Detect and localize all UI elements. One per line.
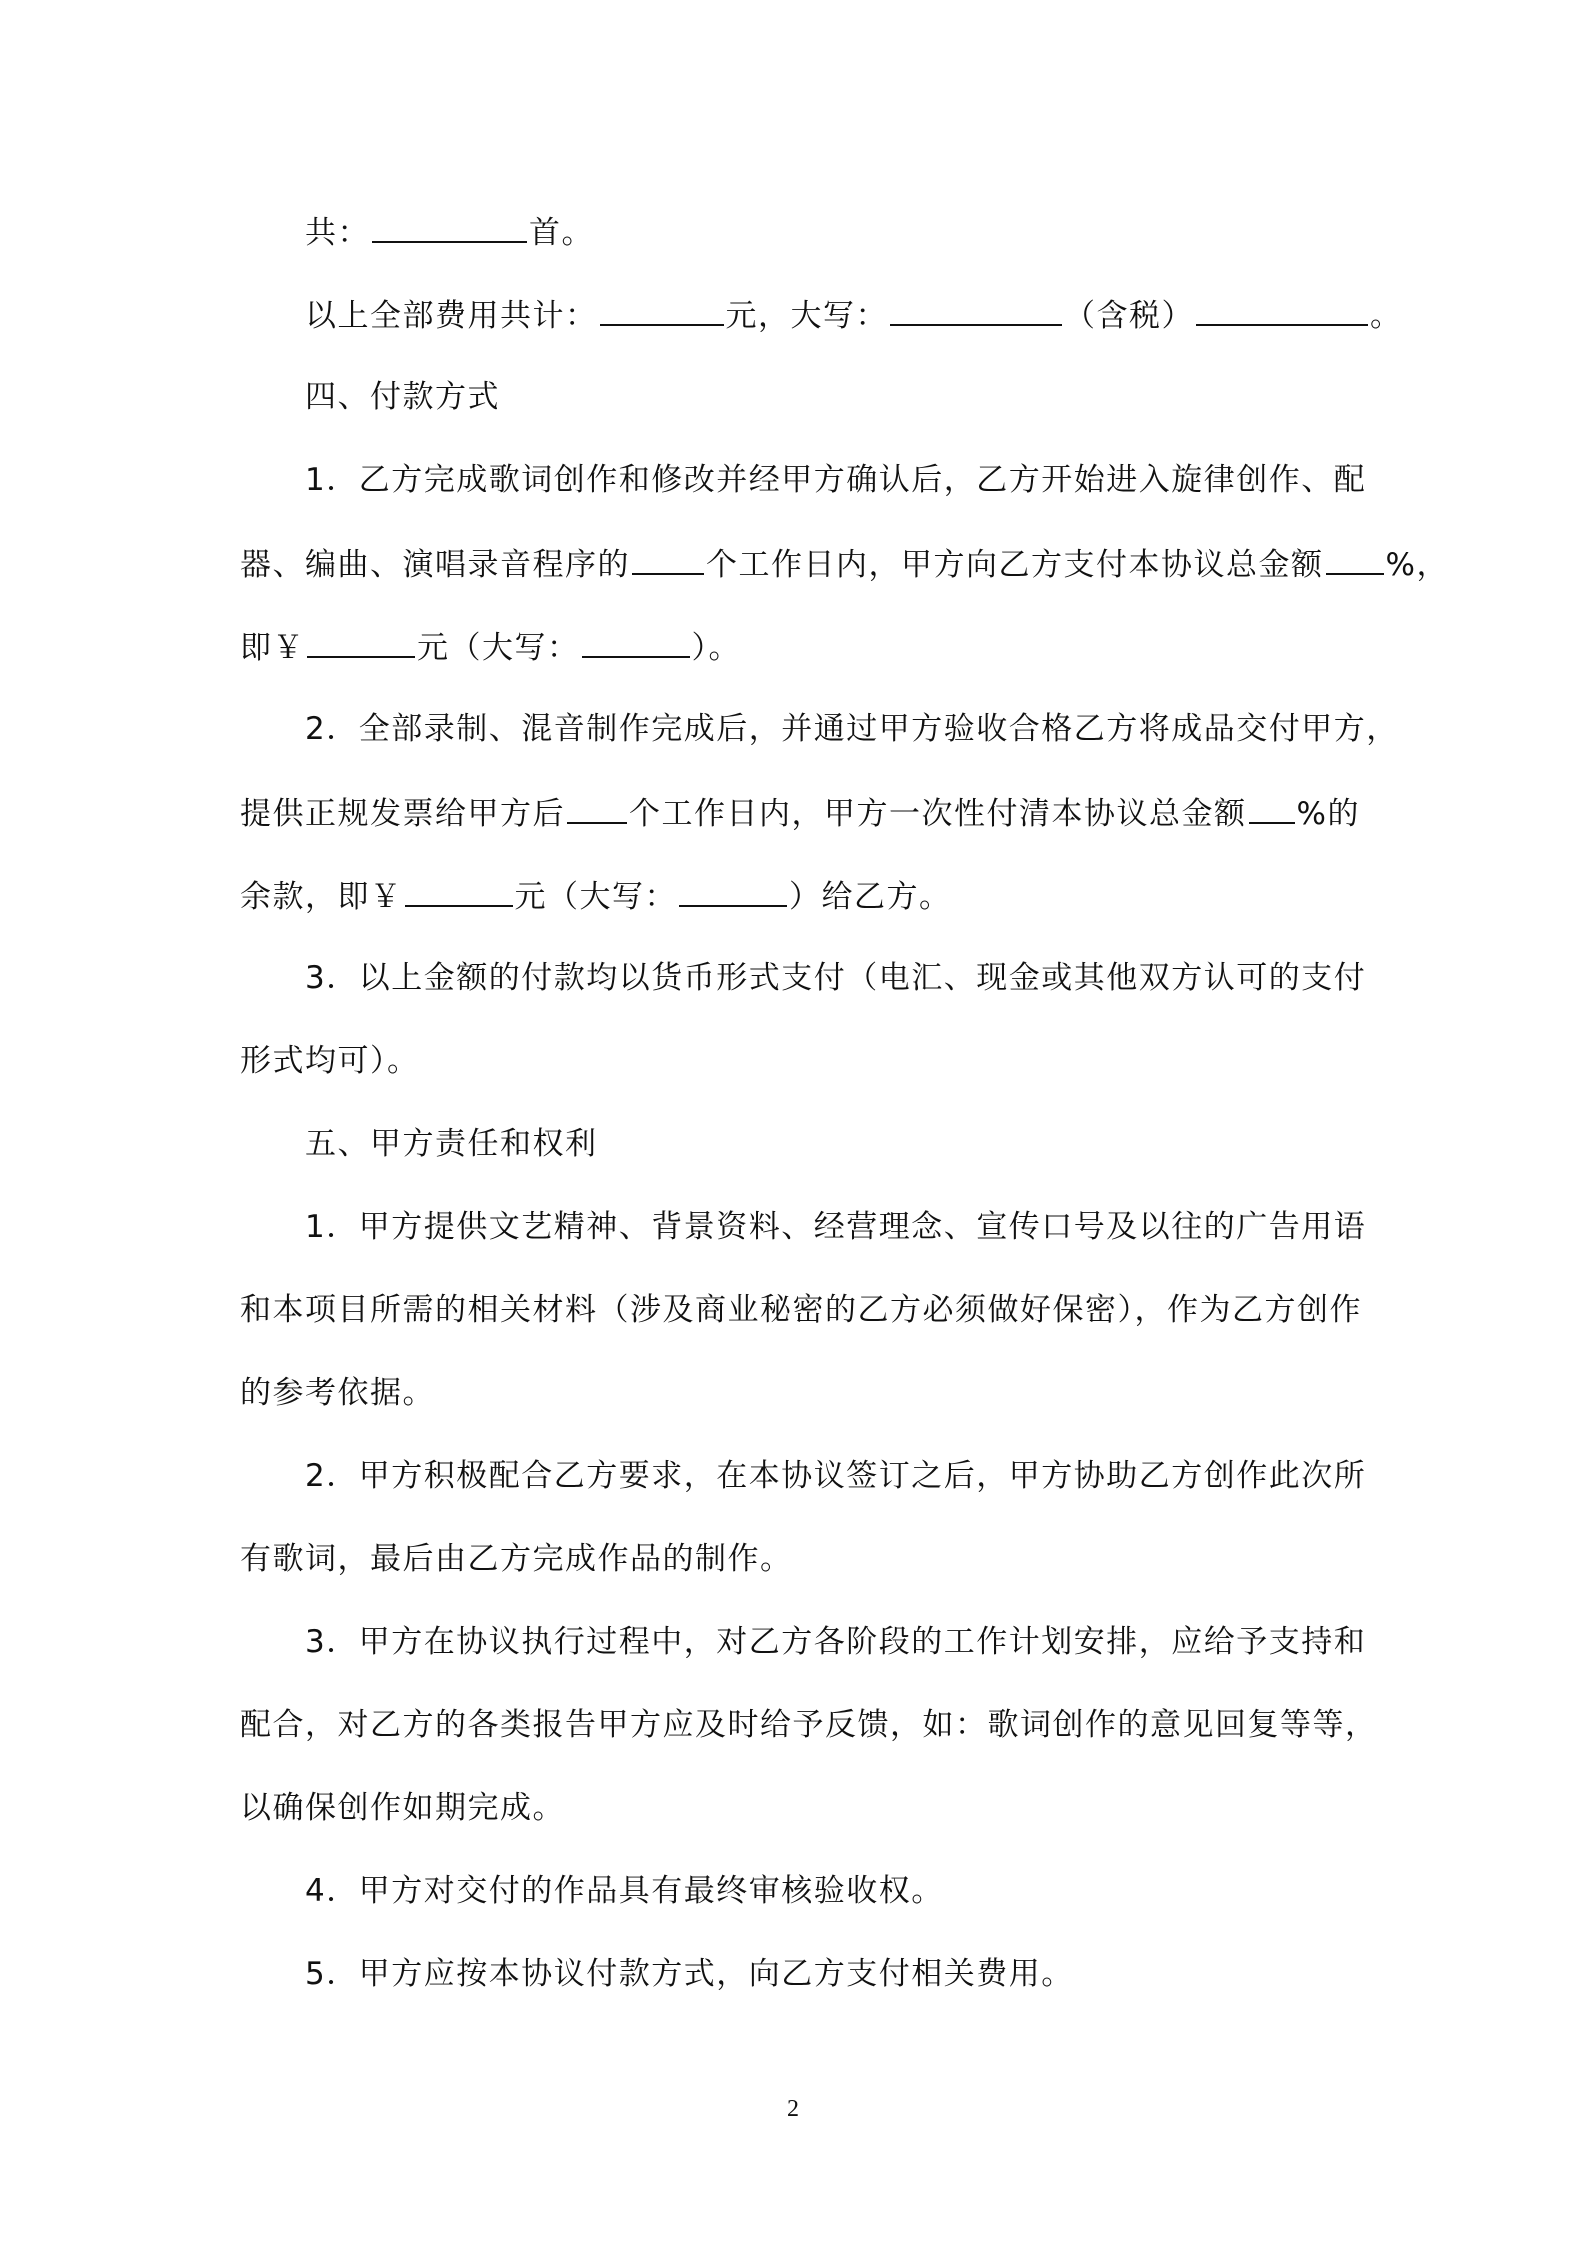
workday-blank — [632, 543, 704, 575]
percent-blank — [1249, 792, 1295, 824]
paragraph-line: 提供正规发票给甲方后 个工作日内，甲方一次性付清本协议总金额 %的 — [240, 792, 1360, 832]
paragraph-line: 2．全部录制、混音制作完成后，并通过甲方验收合格乙方将成品交付甲方， — [305, 711, 1399, 747]
paragraph-line: 2．甲方积极配合乙方要求，在本协议签订之后，甲方协助乙方创作此次所 — [305, 1458, 1367, 1494]
amount-uppercase-blank — [582, 626, 690, 658]
amount-blank — [405, 875, 513, 907]
section-heading-payment: 四、付款方式 — [305, 379, 500, 415]
paragraph-line: 的参考依据。 — [240, 1375, 435, 1411]
paragraph-line: 3．以上金额的付款均以货币形式支付（电汇、现金或其他双方认可的支付 — [305, 960, 1367, 996]
total-fee-line: 以上全部费用共计： 元，大写： （含税） 。 — [305, 294, 1360, 334]
song-count-line: 共： 首。 — [305, 211, 1360, 251]
section-heading-party-a: 五、甲方责任和权利 — [305, 1126, 598, 1162]
paragraph-line: 4．甲方对交付的作品具有最终审核验收权。 — [305, 1873, 944, 1909]
tax-blank — [1196, 294, 1368, 326]
total-fee-uppercase-blank — [890, 294, 1062, 326]
percent-blank — [1326, 543, 1384, 575]
amount-uppercase-blank — [679, 875, 787, 907]
paragraph-line: 器、编曲、演唱录音程序的 个工作日内，甲方向乙方支付本协议总金额 %， — [240, 543, 1360, 583]
paragraph-line: 3．甲方在协议执行过程中，对乙方各阶段的工作计划安排，应给予支持和 — [305, 1624, 1367, 1660]
paragraph-line: 配合，对乙方的各类报告甲方应及时给予反馈，如：歌词创作的意见回复等等， — [240, 1707, 1378, 1743]
paragraph-line: 5．甲方应按本协议付款方式，向乙方支付相关费用。 — [305, 1956, 1074, 1992]
paragraph-line: 有歌词，最后由乙方完成作品的制作。 — [240, 1541, 793, 1577]
song-count-blank — [372, 211, 527, 243]
workday-blank — [567, 792, 627, 824]
paragraph-line: 1．乙方完成歌词创作和修改并经甲方确认后，乙方开始进入旋律创作、配 — [305, 462, 1367, 498]
paragraph-line: 以确保创作如期完成。 — [240, 1790, 565, 1826]
page-number: 2 — [787, 2096, 799, 2122]
paragraph-line: 和本项目所需的相关材料（涉及商业秘密的乙方必须做好保密），作为乙方创作 — [240, 1292, 1362, 1328]
total-fee-blank — [600, 294, 724, 326]
paragraph-line: 1．甲方提供文艺精神、背景资料、经营理念、宣传口号及以往的广告用语 — [305, 1209, 1367, 1245]
paragraph-line: 形式均可）。 — [240, 1043, 420, 1079]
paragraph-line: 余款，即￥ 元（大写： ）给乙方。 — [240, 875, 1360, 915]
paragraph-line: 即￥ 元（大写： ）。 — [240, 626, 1360, 666]
amount-blank — [307, 626, 415, 658]
